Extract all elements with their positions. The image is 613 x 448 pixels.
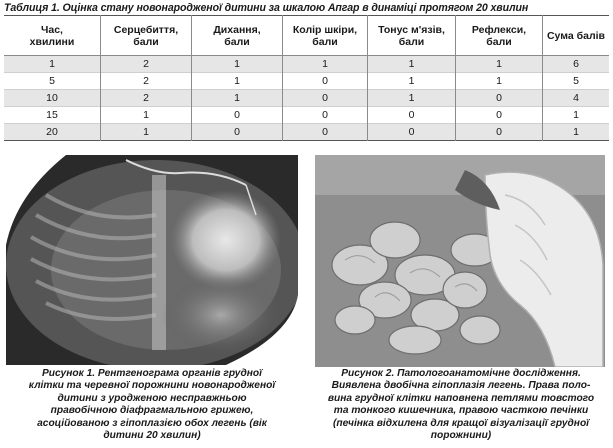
header-skin-color: Колір шкіри, бали [283, 16, 368, 56]
table-row [4, 90, 609, 107]
caption-line: клітки та черевної порожнини новонародженої [28, 380, 276, 392]
table-header-row [4, 16, 609, 56]
caption-line: Виявлена двобічна гіпоплазія легень. Права поло- [331, 380, 591, 392]
table-cell: 0 [456, 90, 543, 107]
table-cell: 1 [456, 73, 543, 90]
caption-line: вина грудної клітки наповнена петлями товстого [327, 392, 595, 404]
caption-line: та тонкого кишечника, правою часткою печінки [333, 405, 589, 417]
table-cell: 1 [456, 56, 543, 73]
table-cell: 0 [283, 107, 368, 124]
table-cell: 1 [368, 73, 456, 90]
table-cell: 1 [283, 56, 368, 73]
table-cell: 1 [192, 56, 283, 73]
table-cell: 2 [101, 56, 192, 73]
caption-line: правобічною діафрагмальною грижею, [50, 405, 254, 417]
table-cell: 2 [101, 73, 192, 90]
table-cell: 5 [543, 73, 610, 90]
table-cell: 0 [192, 107, 283, 124]
table-cell: 4 [543, 90, 610, 107]
header-time: Час, хвилини [4, 16, 101, 56]
table-cell: 10 [4, 90, 101, 107]
table-cell: 1 [543, 107, 610, 124]
table-cell: 1 [368, 90, 456, 107]
autopsy-illustration [315, 155, 605, 367]
table-cell: 0 [283, 124, 368, 141]
caption-line: порожнини) [430, 430, 492, 442]
xray-radiograph-image [6, 155, 298, 365]
table-cell: 1 [368, 56, 456, 73]
autopsy-photo-image [315, 155, 605, 367]
figure-1-caption [4, 368, 300, 442]
table-row [4, 107, 609, 124]
table-cell: 0 [456, 124, 543, 141]
caption-line: асоційованою з гіпоплазією обох легень (вік [37, 417, 267, 429]
table-cell: 1 [101, 107, 192, 124]
caption-line: дитини 20 хвилин) [103, 430, 201, 442]
table-row [4, 124, 609, 141]
table-cell: 1 [192, 90, 283, 107]
header-breathing: Дихання, бали [192, 16, 283, 56]
table-cell: 0 [456, 107, 543, 124]
header-reflexes: Рефлекси, бали [456, 16, 543, 56]
table-cell: 2 [101, 90, 192, 107]
table-cell: 0 [192, 124, 283, 141]
table-row [4, 56, 609, 73]
header-heartbeat: Серцебиття, бали [101, 16, 192, 56]
header-total-score: Сума балів [543, 16, 610, 56]
caption-line: Рисунок 2. Патологоанатомічне дослідження. [341, 368, 581, 379]
caption-line: (печінка відхилена для кращої візуалізації грудної [332, 417, 589, 429]
table-cell: 0 [283, 90, 368, 107]
caption-line: дитини з уродженою несправжньою [57, 392, 247, 404]
table-cell: 1 [101, 124, 192, 141]
xray-illustration [6, 155, 298, 365]
table-cell: 1 [543, 124, 610, 141]
table-cell: 1 [4, 56, 101, 73]
header-muscle-tone: Тонус м'язів, бали [368, 16, 456, 56]
table-row [4, 73, 609, 90]
table-cell: 0 [368, 107, 456, 124]
table-cell: 6 [543, 56, 610, 73]
apgar-score-table [4, 15, 609, 141]
table-cell: 15 [4, 107, 101, 124]
figure-2-caption [313, 368, 609, 442]
table-cell: 1 [192, 73, 283, 90]
table-cell: 20 [4, 124, 101, 141]
table-cell: 5 [4, 73, 101, 90]
table-cell: 0 [368, 124, 456, 141]
table-cell: 0 [283, 73, 368, 90]
caption-line: Рисунок 1. Рентгенограма органів грудної [42, 368, 262, 379]
table-caption: Таблиця 1. Оцінка стану новонародженої дитини за шкалою Апгар в динаміці протягом 20 хвилин [4, 2, 529, 14]
